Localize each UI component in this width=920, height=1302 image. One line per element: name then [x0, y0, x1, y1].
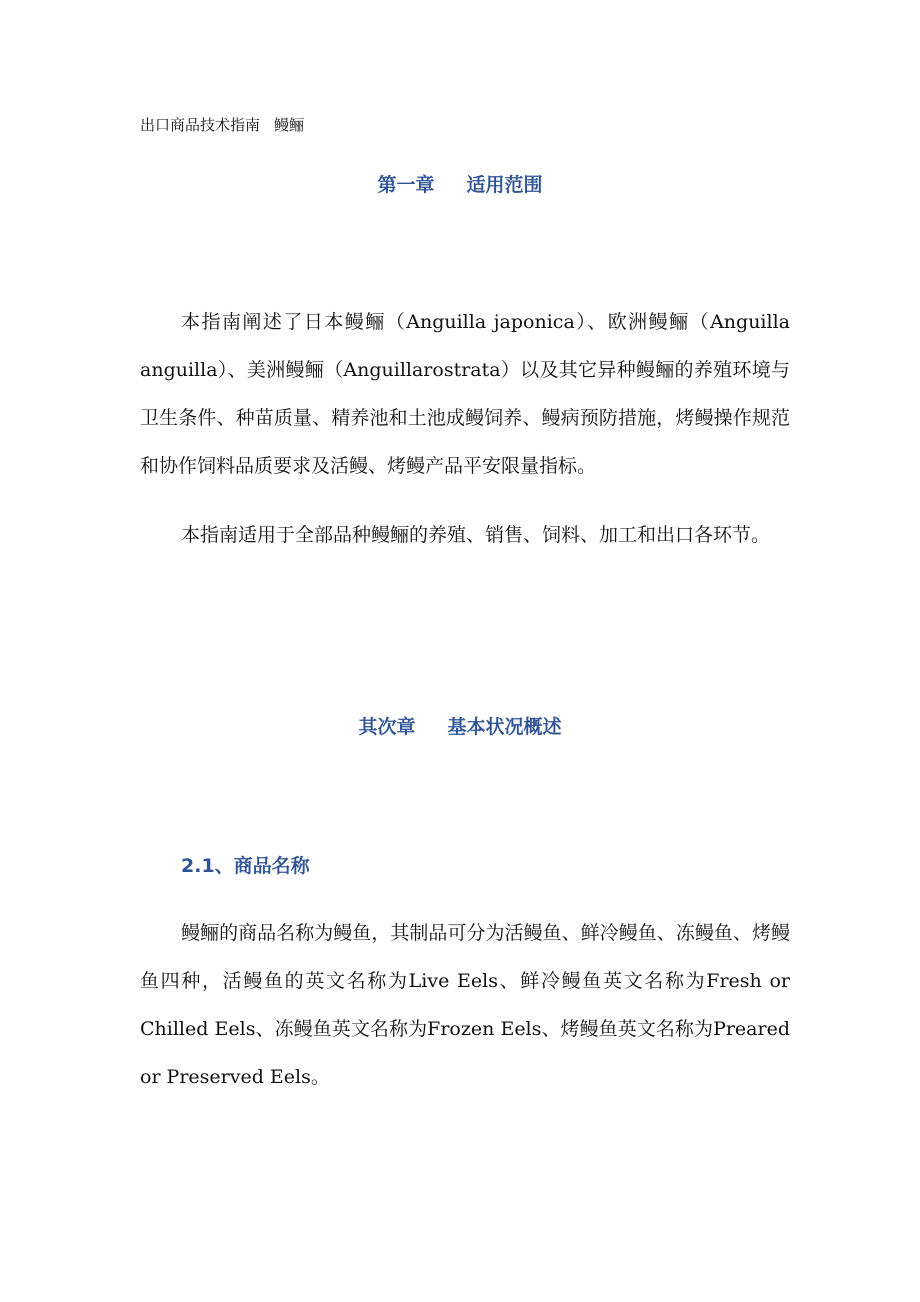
chapter-2-number: 其次章: [358, 716, 416, 738]
chapter-1-title: 适用范围: [466, 174, 543, 196]
chapter-1-paragraph-2: 本指南适用于全部品种鳗鲡的养殖、销售、饲料、加工和出口各环节。: [181, 524, 771, 546]
chapter-2-heading: [0, 712, 920, 739]
section-2-1-paragraph: 鳗鲡的商品名称为鳗鱼，其制品可分为活鳗鱼、鲜冷鳗鱼、冻鳗鱼、烤鳗鱼四种，活鳗鱼的英文名称为Live Eels、鲜冷鳗鱼英文名称为Fresh or Chilled Eels、冻鳗鱼英文名称为Frozen Eels、烤鳗鱼英文名称为Preared or Preserved Eels。: [140, 922, 790, 1088]
guide-title: 出口商品技术指南: [140, 116, 261, 134]
chapter-1-heading: [0, 170, 920, 197]
chapter-1-paragraph-1: 本指南阐述了日本鳗鲡（Anguilla japonica）、欧洲鳗鲡（Anguilla anguilla）、美洲鳗鲡（Anguillarostrata）以及其它异种鳗鲡的养殖环境与卫生条件、种苗质量、精养池和土池成鳗饲养、鳗病预防措施，烤鳗操作规范和协作饲料品质要求及活鳗、烤鳗产品平安限量指标。: [140, 311, 790, 477]
running-header: [140, 114, 304, 135]
chapter-2-title: 基本状况概述: [447, 716, 562, 738]
section-2-1-heading: 2.1、商品名称: [181, 855, 310, 877]
product-name: 鳗鲡: [274, 116, 305, 134]
chapter-1-number: 第一章: [377, 174, 435, 196]
